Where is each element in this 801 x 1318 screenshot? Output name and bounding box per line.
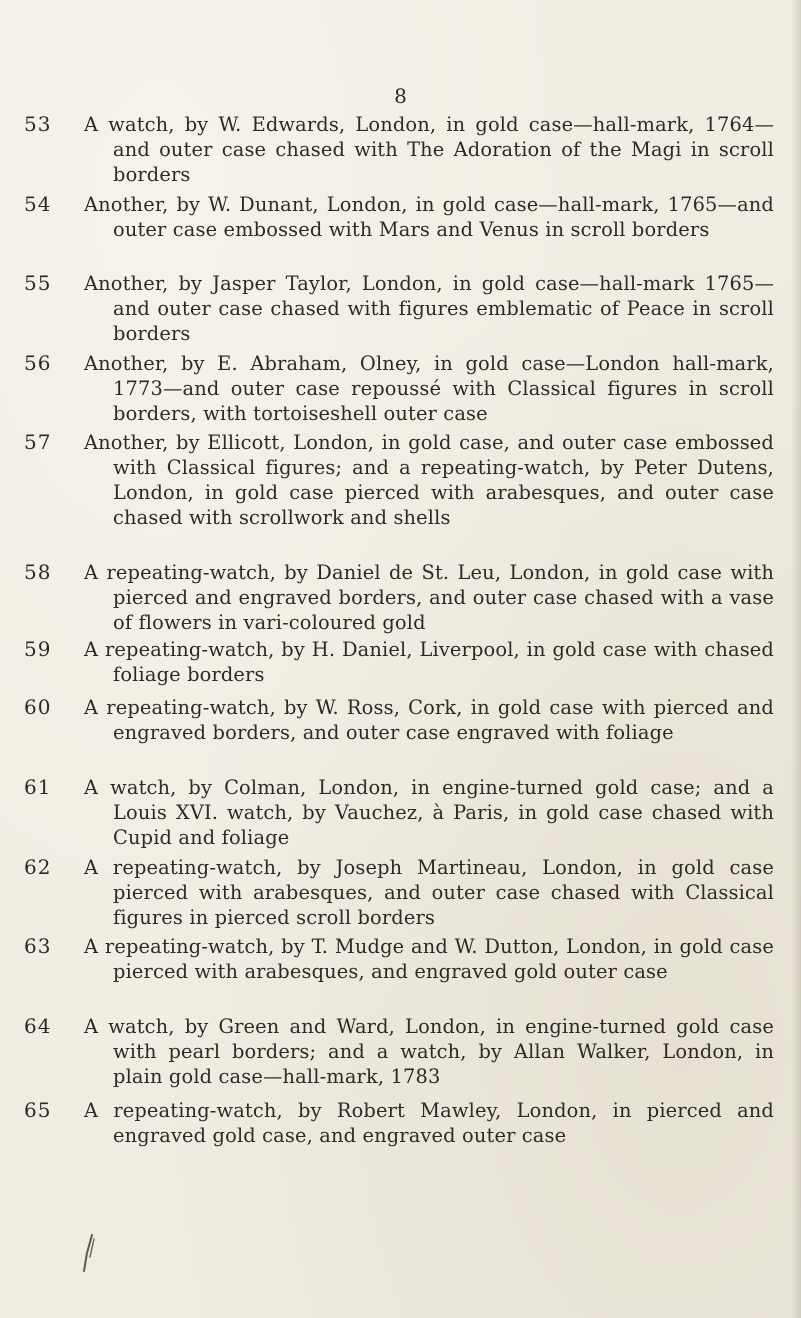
lot-number: 57 [24, 430, 52, 455]
pencil-mark [78, 1233, 100, 1273]
lot-number: 64 [24, 1013, 52, 1038]
lot-number: 60 [24, 695, 52, 720]
lot-number: 63 [24, 934, 52, 959]
lot-description: Another, by W. Dunant, London, in gold case—hall-mark, 1765—and outer case embossed with Mars and Venus in scroll borders [84, 192, 774, 241]
lot-description: A repeating-watch, by Daniel de St. Leu, London, in gold case with pierced and engraved borders, and outer case chased with a vase of flowers in vari-coloured gold [84, 561, 774, 635]
lot-number: 62 [24, 854, 52, 879]
lot-description: Another, by Jasper Taylor, London, in gold case—hall-mark 1765—and outer case chased with figures emblematic of Peace in scroll borders [84, 272, 774, 346]
lot-description: Another, by E. Abraham, Olney, in gold case—London hall-mark, 1773—and outer case repoussé with Classical figures in scroll borders, with tortoiseshell outer case [84, 351, 774, 425]
lot-number: 55 [24, 271, 52, 296]
lot-entry [0, 430, 801, 560]
lot-description: A watch, by W. Edwards, London, in gold case—hall-mark, 1764—and outer case chased with The Adoration of the Magi in scroll borders [84, 113, 774, 186]
lot-description: A repeating-watch, by Joseph Martineau, London, in gold case pierced with arabesques, and outer case chased with Classical figures in pierced scroll borders [84, 855, 774, 929]
lot-entry [0, 560, 801, 637]
lot-entry [0, 351, 801, 431]
lot-number: 61 [24, 774, 52, 799]
page-edge-shadow [791, 0, 801, 1318]
lot-entry [0, 1098, 801, 1178]
lot-description: A repeating-watch, by W. Ross, Cork, in gold case with pierced and engraved borders, and outer case engraved with foliage [84, 696, 774, 745]
lot-entry [0, 775, 801, 855]
lot-number: 59 [24, 637, 52, 662]
lot-entry [0, 934, 801, 1014]
lot-list [0, 112, 801, 1177]
lot-entry [0, 112, 801, 192]
lot-number: 54 [24, 191, 52, 216]
lot-description: A watch, by Colman, London, in engine-turned gold case; and a Louis XVI. watch, by Vauchez, à Paris, in gold case chased with Cupid and foliage [84, 775, 774, 849]
lot-entry [0, 637, 801, 695]
lot-entry [0, 1014, 801, 1098]
lot-description: A repeating-watch, by T. Mudge and W. Dutton, London, in gold case pierced with arabesques, and engraved gold outer case [84, 935, 774, 984]
lot-description: A repeating-watch, by Robert Mawley, London, in pierced and engraved gold case, and engraved outer case [84, 1098, 774, 1147]
lot-number: 53 [24, 112, 52, 136]
page-number: 8 [394, 84, 407, 108]
lot-entry [0, 192, 801, 272]
lot-number: 65 [24, 1097, 52, 1122]
lot-entry [0, 695, 801, 775]
lot-description: Another, by Ellicott, London, in gold case, and outer case embossed with Classical figures; and a repeating-watch, by Peter Dutens, London, in gold case pierced with arabesques, and outer case chased with scrollwork and shells [84, 431, 774, 530]
lot-number: 58 [24, 560, 52, 585]
lot-entry [0, 271, 801, 351]
lot-number: 56 [24, 350, 52, 375]
lot-description: A watch, by Green and Ward, London, in engine-turned gold case with pearl borders; and a watch, by Allan Walker, London, in plain gold case—hall-mark, 1783 [84, 1014, 774, 1088]
lot-entry [0, 855, 801, 935]
lot-description: A repeating-watch, by H. Daniel, Liverpool, in gold case with chased foliage borders [84, 638, 774, 687]
